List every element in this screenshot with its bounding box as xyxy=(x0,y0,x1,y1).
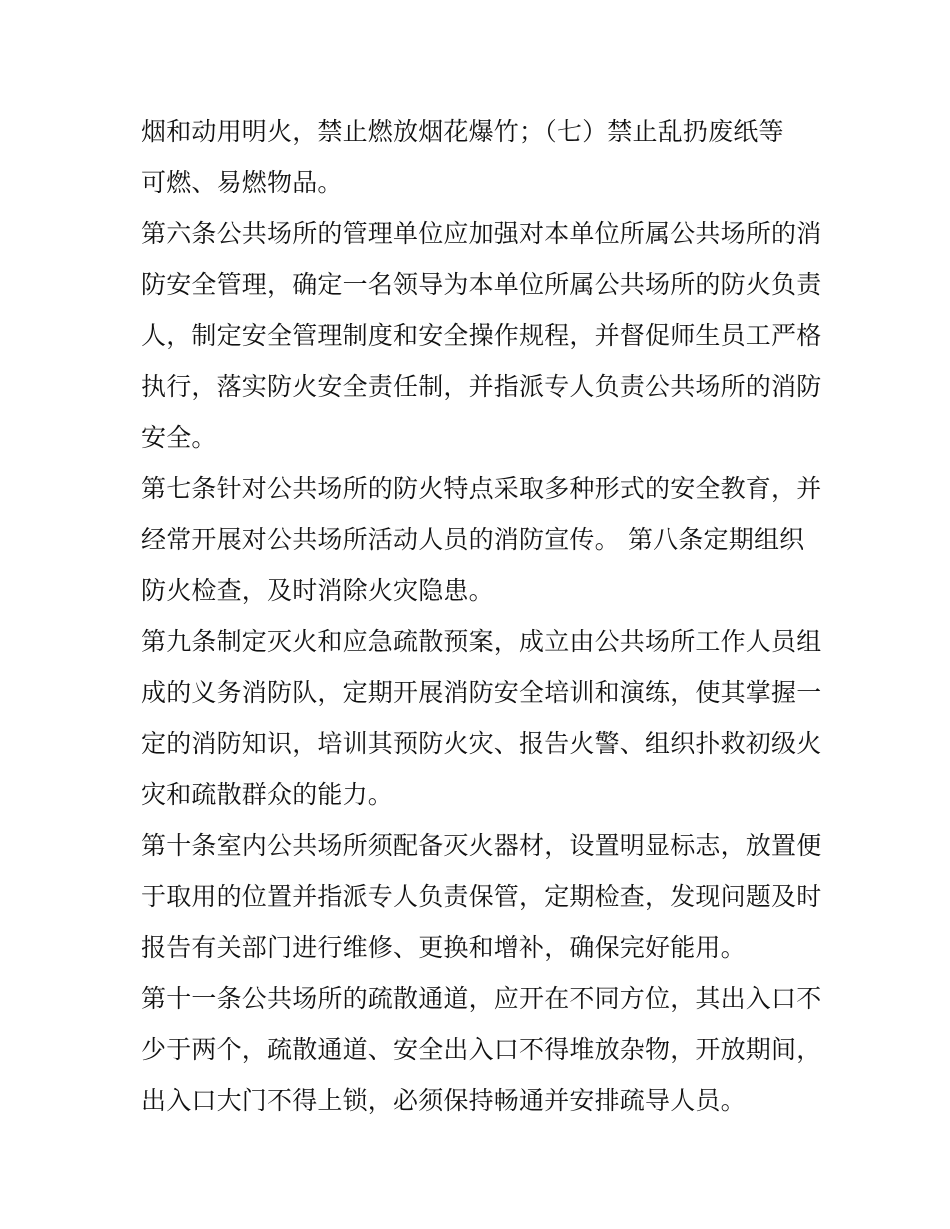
text-line: 第十一条公共场所的疏散通道，应开在不同方位，其出入口不 xyxy=(141,984,822,1013)
text-line: 第九条制定灭火和应急疏散预案，成立由公共场所工作人员组 xyxy=(141,627,822,656)
text-line: 第十条室内公共场所须配备灭火器材，设置明显标志，放置便 xyxy=(141,831,822,860)
text-line: 烟和动用明火，禁止燃放烟花爆竹；（七）禁止乱扔废纸等 xyxy=(141,117,784,146)
text-line: 防火检查，及时消除火灾隐患。 xyxy=(141,576,494,605)
text-line: 定的消防知识，培训其预防火灾、报告火警、组织扑救初级火 xyxy=(141,729,822,758)
text-line: 防安全管理，确定一名领导为本单位所属公共场所的防火负责 xyxy=(141,270,822,299)
text-line: 于取用的位置并指派专人负责保管，定期检查，发现问题及时 xyxy=(141,882,822,911)
text-line: 报告有关部门进行维修、更换和增补，确保完好能用。 xyxy=(141,933,746,962)
text-line: 出入口大门不得上锁，必须保持畅通并安排疏导人员。 xyxy=(141,1086,746,1115)
text-line: 执行，落实防火安全责任制，并指派专人负责公共场所的消防 xyxy=(141,372,822,401)
text-line: 可燃、易燃物品。 xyxy=(141,168,343,197)
text-line: 安全。 xyxy=(141,423,217,452)
text-line: 少于两个，疏散通道、安全出入口不得堆放杂物，开放期间， xyxy=(141,1035,822,1064)
document-body xyxy=(141,106,821,1126)
text-line: 第七条针对公共场所的防火特点采取多种形式的安全教育，并 xyxy=(141,474,822,503)
text-line: 成的义务消防队，定期开展消防安全培训和演练，使其掌握一 xyxy=(141,678,822,707)
text-line: 经常开展对公共场所活动人员的消防宣传。 第八条定期组织 xyxy=(141,525,805,554)
text-line: 第六条公共场所的管理单位应加强对本单位所属公共场所的消 xyxy=(141,219,822,248)
text-line: 人，制定安全管理制度和安全操作规程，并督促师生员工严格 xyxy=(141,321,822,350)
text-line: 灾和疏散群众的能力。 xyxy=(141,780,394,809)
